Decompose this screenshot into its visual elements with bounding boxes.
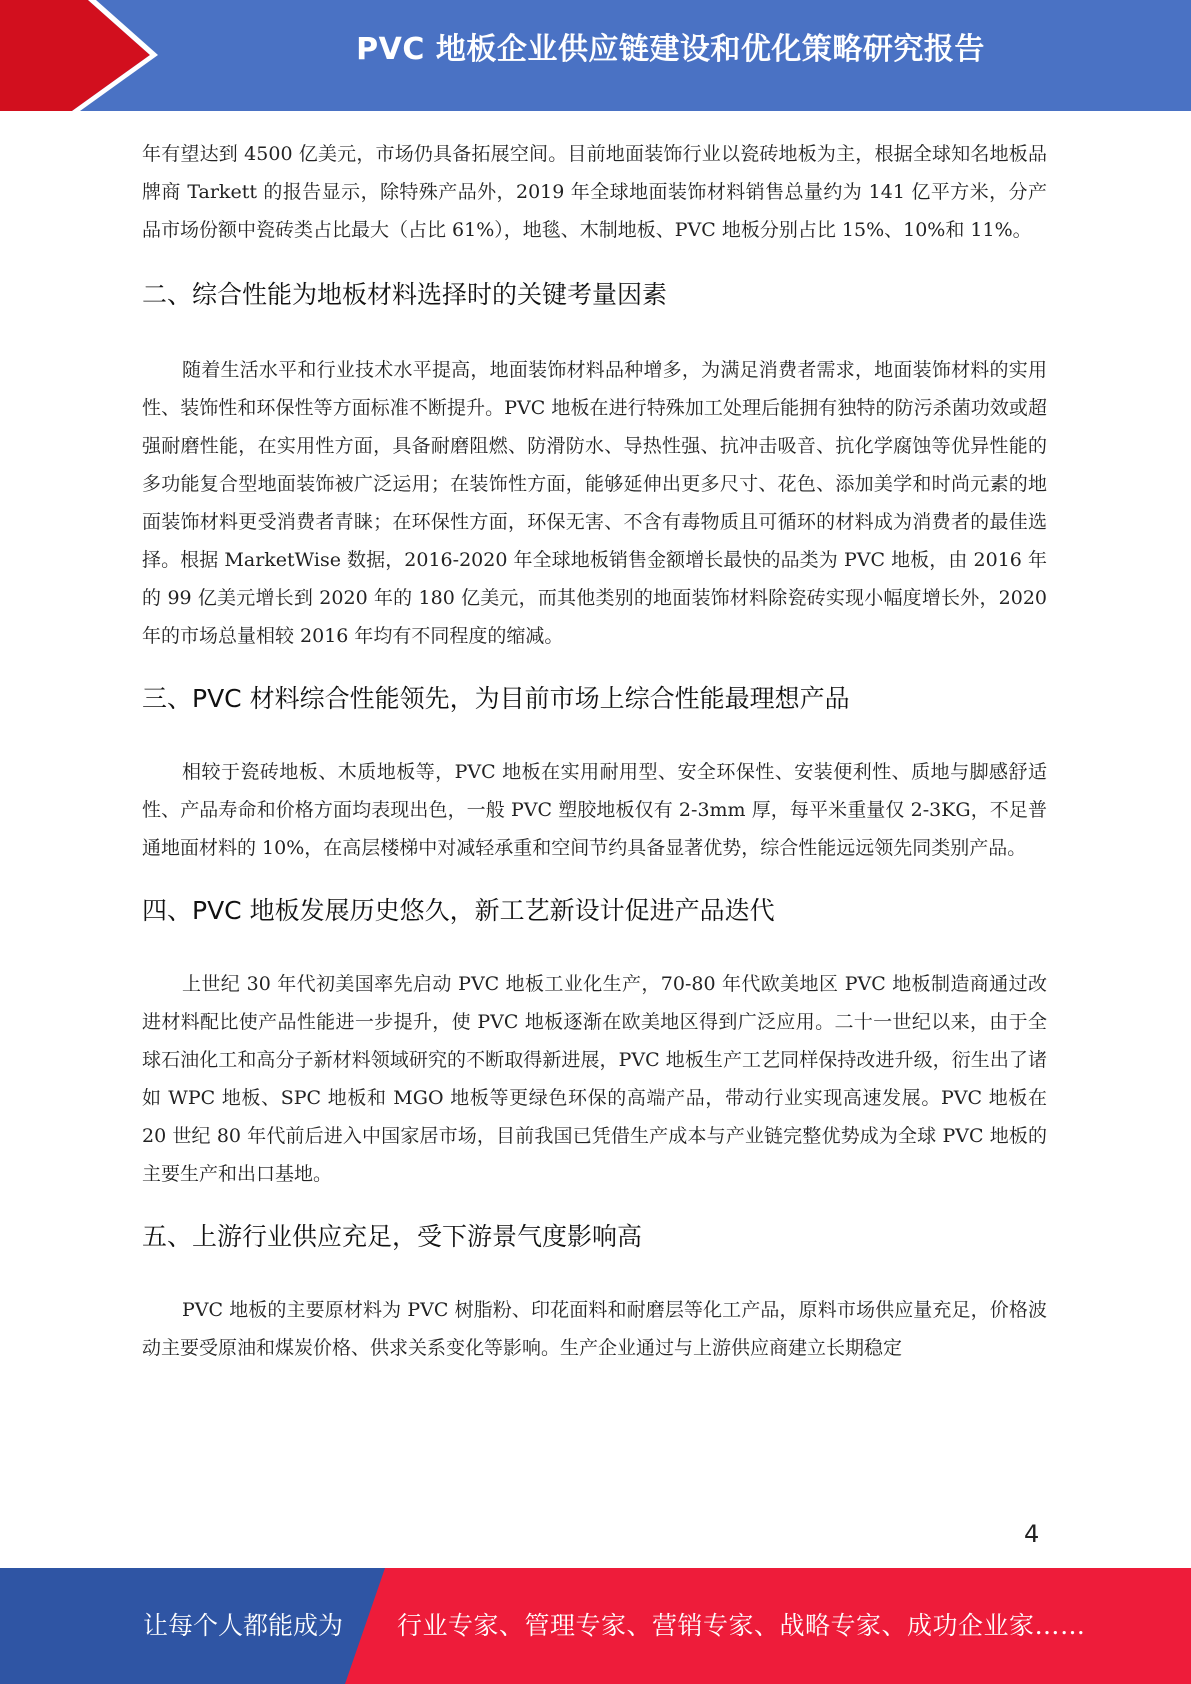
section-heading-4: 四、PVC 地板发展历史悠久，新工艺新设计促进产品迭代 bbox=[142, 896, 775, 925]
paragraph-5: PVC 地板的主要原材料为 PVC 树脂粉、印花面料和耐磨层等化工产品，原料市场供应量充足，价格波动主要受原油和煤炭价格、供求关系变化等影响。生产企业通过与上游供应商建立长期稳定 bbox=[142, 1299, 1047, 1359]
document-body bbox=[142, 135, 1047, 1367]
paragraph-2: 随着生活水平和行业技术水平提高，地面装饰材料品种增多，为满足消费者需求，地面装饰材料的实用性、装饰性和环保性等方面标准不断提升。PVC 地板在进行特殊加工处理后能拥有独特的防污杀菌功效或超强耐磨性能，在实用性方面，具备耐磨阻燃、防滑防水、导热性强、抗冲击吸音、抗化学腐蚀等优异性能的多功能复合型地面装饰被广泛运用；在装饰性方面，能够延伸出更多尺寸、花色、添加美学和时尚元素的地面装饰材料更受消费者青睐；在环保性方面，环保无害、不含有毒物质且可循环的材料成为消费者的最佳选择。根据 MarketWise 数据，2016-2020 年全球地板销售金额增长最快的品类为 PVC 地板，由 2016 年的 99 亿美元增长到 2020 年的 180 亿美元，而其他类别的地面装饰材料除瓷砖实现小幅度增长外，2020 年的市场总量相较 2016 年均有不同程度的缩减。 bbox=[142, 359, 1047, 647]
paragraph-4: 上世纪 30 年代初美国率先启动 PVC 地板工业化生产，70-80 年代欧美地区 PVC 地板制造商通过改进材料配比使产品性能进一步提升，使 PVC 地板逐渐在欧美地区得到广泛应用。二十一世纪以来，由于全球石油化工和高分子新材料领域研究的不断取得新进展，PVC 地板生产工艺同样保持改进升级，衍生出了诸如 WPC 地板、SPC 地板和 MGO 地板等更绿色环保的高端产品，带动行业实现高速发展。PVC 地板在 20 世纪 80 年代前后进入中国家居市场，目前我国已凭借生产成本与产业链完整优势成为全球 PVC 地板的主要生产和出口基地。 bbox=[142, 973, 1047, 1185]
page-number: 4 bbox=[1024, 1520, 1040, 1548]
page-header bbox=[0, 0, 1191, 111]
section-heading-2: 二、综合性能为地板材料选择时的关键考量因素 bbox=[142, 280, 668, 309]
report-title: PVC 地板企业供应链建设和优化策略研究报告 bbox=[356, 32, 985, 67]
footer-slogan-left: 让每个人都能成为 bbox=[143, 1611, 344, 1640]
paragraph-3: 相较于瓷砖地板、木质地板等，PVC 地板在实用耐用型、安全环保性、安装便利性、质地与脚感舒适性、产品寿命和价格方面均表现出色，一般 PVC 塑胶地板仅有 2-3mm 厚，每平米重量仅 2-3KG，不足普通地面材料的 10%，在高层楼梯中对减轻承重和空间节约具备显著优势，综合性能远远领先同类别产品。 bbox=[142, 761, 1047, 859]
section-heading-3: 三、PVC 材料综合性能领先，为目前市场上综合性能最理想产品 bbox=[142, 684, 850, 713]
header-red-chevron bbox=[0, 0, 160, 111]
paragraph-1: 年有望达到 4500 亿美元，市场仍具备拓展空间。目前地面装饰行业以瓷砖地板为主，根据全球知名地板品牌商 Tarkett 的报告显示，除特殊产品外，2019 年全球地面装饰材料销售总量约为 141 亿平方米，分产品市场份额中瓷砖类占比最大（占比 61%），地毯、木制地板、PVC 地板分别占比 15%、10%和 11%。 bbox=[142, 143, 1047, 241]
section-heading-5: 五、上游行业供应充足，受下游景气度影响高 bbox=[142, 1222, 643, 1251]
footer-slogan-right: 行业专家、管理专家、营销专家、战略专家、成功企业家…… bbox=[397, 1611, 1086, 1640]
page-footer bbox=[0, 1568, 1191, 1684]
